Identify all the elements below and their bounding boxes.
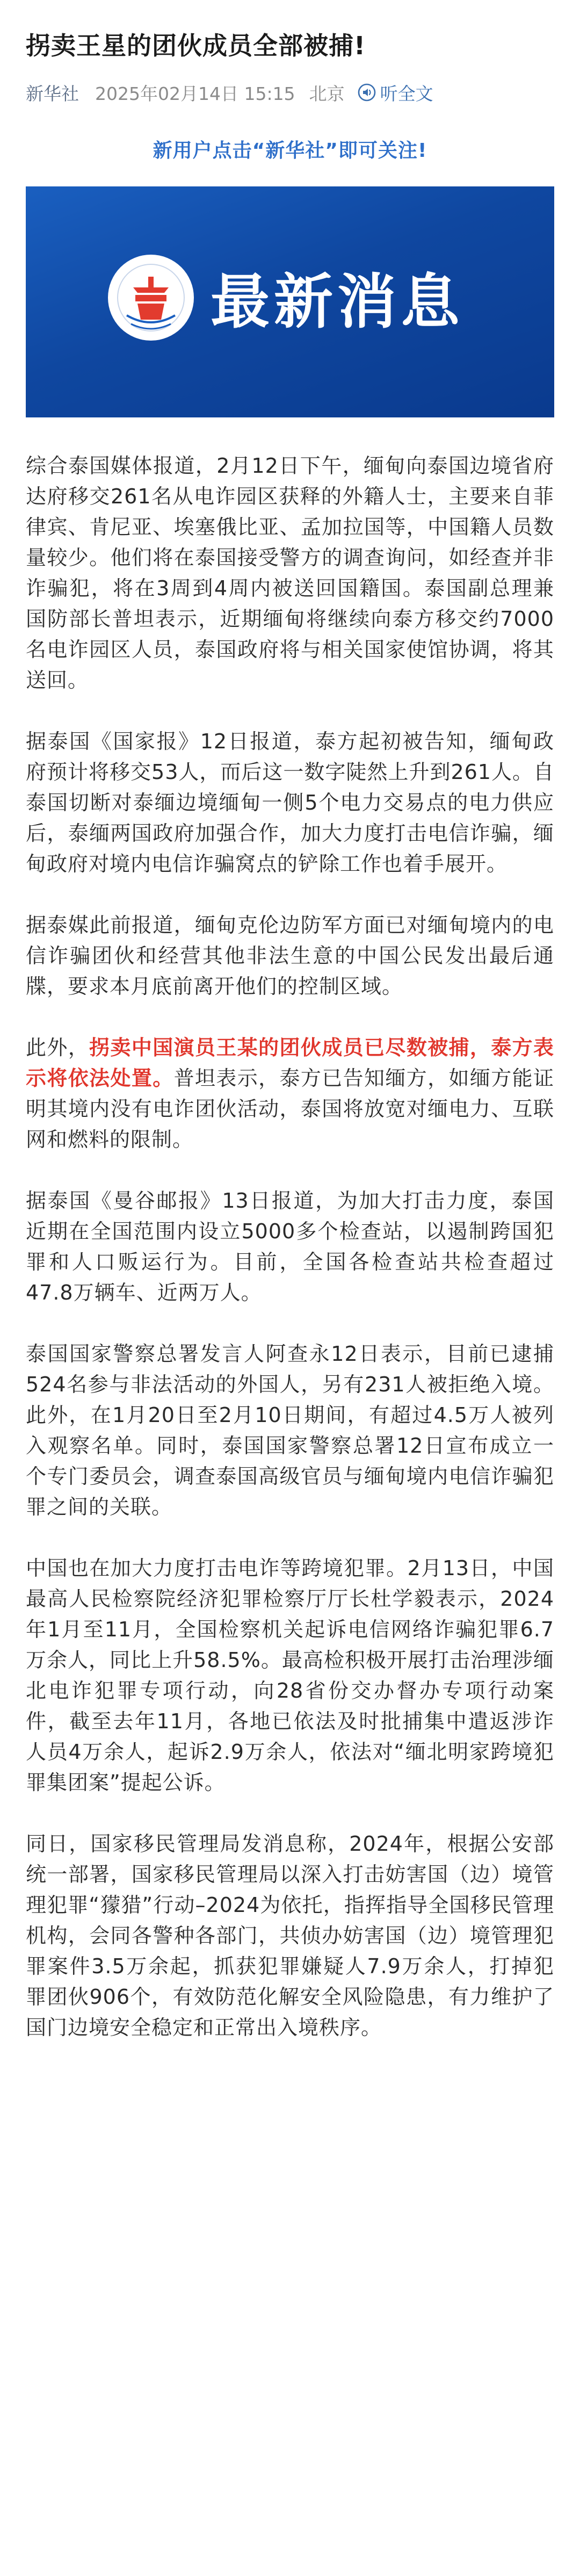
article-body <box>26 451 554 2043</box>
article-location: 北京 <box>309 83 345 104</box>
paragraph: 据泰媒此前报道，缅甸克伦边防军方面已对缅甸境内的电信诈骗团伙和经营其他非法生意的中国公民发出最后通牒，要求本月底前离开他们的控制区域。 <box>26 913 554 998</box>
article-source[interactable]: 新华社 <box>26 83 79 104</box>
paragraph-lead: 此外， <box>26 1036 90 1059</box>
paragraph: 泰国国家警察总署发言人阿查永12日表示，目前已逮捕524名参与非法活动的外国人，另有231人被拒绝入境。此外，在1月20日至2月10日期间，有超过4.5万人被列入观察名单。同时，泰国国家警察总署12日宣布成立一个专门委员会，调查泰国高级官员与缅甸境内电信诈骗犯罪之间的关联。 <box>26 1342 554 1519</box>
speaker-icon <box>358 83 376 102</box>
paragraph: 中国也在加大力度打击电诈等跨境犯罪。2月13日，中国最高人民检察院经济犯罪检察厅厅长杜学毅表示，2024年1月至11月，全国检察机关起诉电信网络诈骗犯罪6.7万余人，同比上升58.5%。最高检积极开展打击治理涉缅北电诈犯罪专项行动，向28省份交办督办专项行动案件，截至去年11月，各地已依法及时批捕集中遣返涉诈人员4万余人，起诉2.9万余人，依法对“缅北明家跨境犯罪集团案”提起公诉。 <box>26 1556 554 1794</box>
listen-button[interactable] <box>358 80 433 105</box>
xinhua-logo <box>105 252 197 343</box>
news-banner <box>26 186 554 417</box>
paragraph-rest: 普坦表示，泰方已告知缅方，如缅方能证明其境内没有电诈团伙活动，泰国将放宽对缅电力、互联网和燃料的限制。 <box>26 1066 554 1151</box>
article-title: 拐卖王星的团伙成员全部被捕! <box>26 31 366 60</box>
paragraph: 同日，国家移民管理局发消息称，2024年，根据公安部统一部署，国家移民管理局以深入打击妨害国（边）境管理犯罪“獴猎”行动–2024为依托，指挥指导全国移民管理机构，会同各警种各部门，共侦办妨害国（边）境管理犯罪案件3.5万余起，抓获犯罪嫌疑人7.9万余人，打掉犯罪团伙906个，有效防范化解安全风险隐患，有力维护了国门边境安全稳定和正常出入境秩序。 <box>26 1832 554 2039</box>
highlighted-text: 拐卖中国演员王某的团伙成员已尽数被捕，泰方表示将依法处置。 <box>26 1036 554 1090</box>
article-date: 2025年02月14日 15:15 <box>95 83 295 104</box>
banner-headline: 最新消息 <box>211 268 464 336</box>
paragraph: 综合泰国媒体报道，2月12日下午，缅甸向泰国边境省府达府移交261名从电诈园区获释的外籍人士，主要来自菲律宾、肯尼亚、埃塞俄比亚、孟加拉国等，中国籍人员数量较少。他们将在泰国接受警方的调查询问，如经查并非诈骗犯，将在3周到4周内被送回国籍国。泰国副总理兼国防部长普坦表示，近期缅甸将继续向泰方移交约7000名电诈园区人员，泰国政府将与相关国家使馆协调，将其送回。 <box>26 454 554 692</box>
paragraph: 据泰国《国家报》12日报道，泰方起初被告知，缅甸政府预计将移交53人，而后这一数字陡然上升到261人。自泰国切断对泰缅边境缅甸一侧5个电力交易点的电力供应后，泰缅两国政府加强合作，加大力度打击电信诈骗，缅甸政府对境内电信诈骗窝点的铲除工作也着手展开。 <box>26 730 554 876</box>
article-meta <box>26 78 554 106</box>
follow-prompt[interactable]: 新用户点击“新华社”即可关注! <box>153 140 427 162</box>
paragraph: 据泰国《曼谷邮报》13日报道，为加大打击力度，泰国近期在全国范围内设立5000多个检查站，以遏制跨国犯罪和人口贩运行为。目前，全国各检查站共检查超过47.8万辆车、近两万人。 <box>26 1189 554 1304</box>
listen-label: 听全文 <box>380 83 433 104</box>
paragraph-highlight <box>26 1033 554 1155</box>
